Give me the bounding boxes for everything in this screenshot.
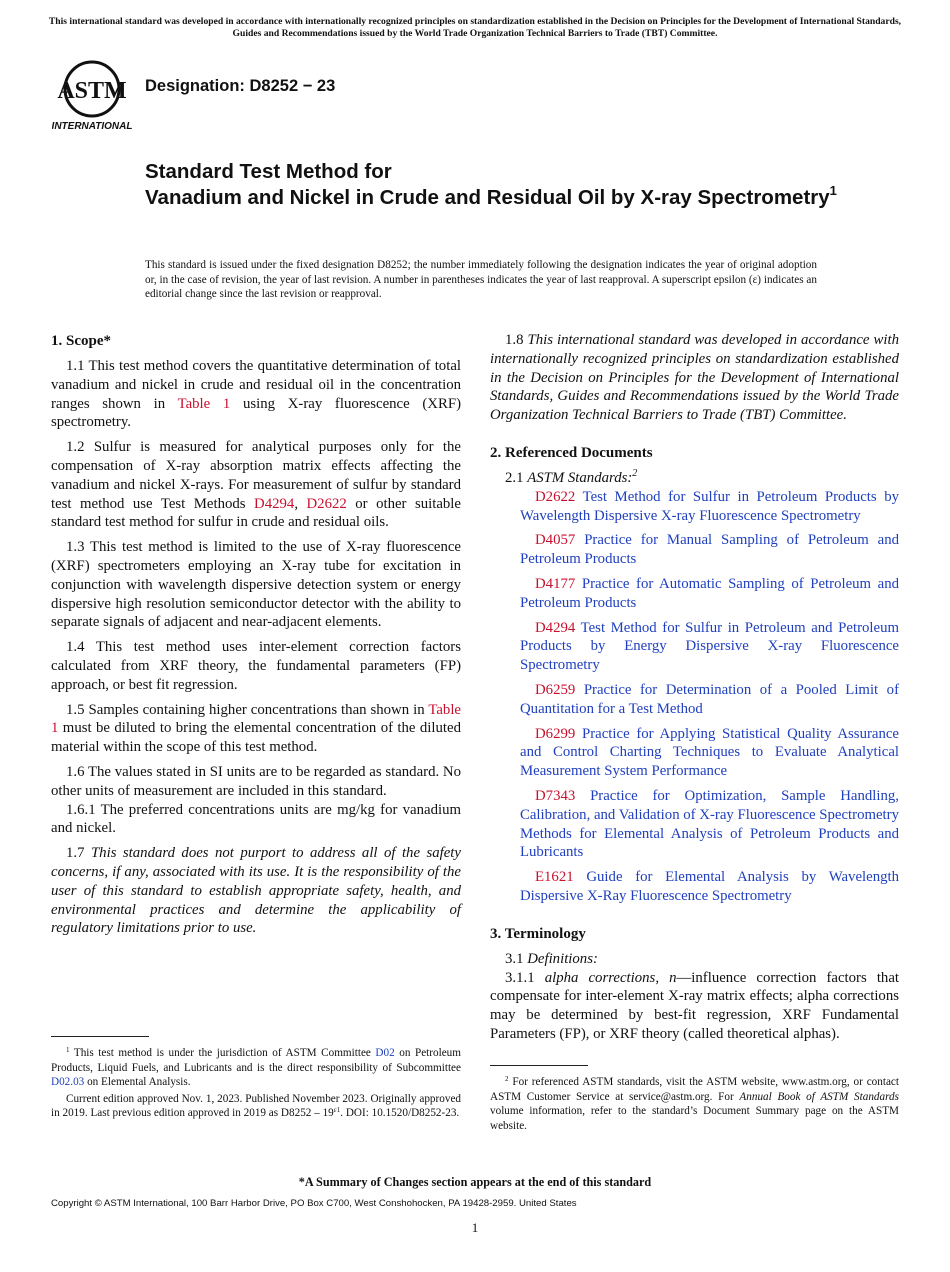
right-column (490, 331, 899, 1050)
para-1-2-sep: , (294, 495, 307, 512)
para-1-8-text: This international standard was developed in accordance with internationally recognized principles on standardization established in the Decision on Principles for the Development of International Standards, Guides and Recommendations issued by the World Trade Organization Technical Barriers to Trade (TBT) Committee. (490, 332, 899, 424)
fn1-text-2: on Petroleum Products, Liquid Fuels, and Lubricants and is the direct responsibility of Subcommittee (51, 1047, 461, 1074)
designation: Designation: D8252 − 23 (145, 77, 336, 95)
para-1-6: 1.6 The values stated in SI units are to be regarded as standard. No other units of measurement are included in this standard. (51, 763, 461, 799)
footnote-1-para-1 (51, 1046, 461, 1090)
footnote-2 (490, 1075, 899, 1135)
para-1-4: 1.4 This test method uses inter-element correction factors calculated from XRF theory, the fundamental parameters (FP) approach, or best fit regression. (51, 639, 461, 693)
sub-2-1-label: ASTM Standards: (527, 469, 633, 486)
referenced-heading: 2. Referenced Documents (490, 444, 653, 461)
reference-code-link[interactable]: D2622 (535, 488, 576, 505)
table-1-link-2[interactable]: Table 1 (51, 701, 461, 737)
reference-code-link[interactable]: D4057 (535, 532, 576, 549)
reference-item (490, 531, 899, 569)
astm-standards-subheading (490, 469, 899, 488)
reference-title-link[interactable]: Practice for Applying Statistical Quality Assurance and Control Charting Techniques to Evaluate Analytical Measurement System Performance (520, 725, 899, 780)
definitions-subheading (490, 950, 899, 969)
para-1-1 (51, 357, 461, 432)
reference-code-link[interactable]: D6299 (535, 725, 576, 742)
para-1-7-num: 1.7 (66, 845, 91, 862)
terminology-heading: 3. Terminology (490, 925, 586, 942)
title-line-1: Standard Test Method for (145, 160, 392, 183)
def-text: —influence correction factors that compensate for inter-element X-ray matrix effects; alpha corrections may be determined by best-fit regression, XRF Fundamental Parameters (FP), or XRF theory (called theoretical alphas). (490, 969, 900, 1042)
sub-2-1-mark: 2 (632, 467, 638, 479)
fn1-mark: 1 (66, 1046, 70, 1054)
sub-3-1-label: Definitions: (527, 950, 598, 967)
para-1-1-text: 1.1 This test method covers the quantitative determination of total vanadium and nickel in crude and residual oil in the concentration ranges shown in (51, 358, 461, 412)
reference-code-link[interactable]: D6259 (535, 681, 576, 698)
para-1-5-text-end: must be diluted to bring the elemental concentration of the diluted material within the scope of this test method. (51, 720, 461, 756)
reference-title-link[interactable]: Test Method for Sulfur in Petroleum Products by Wavelength Dispersive X-ray Fluorescence Spectrometry (520, 488, 899, 524)
scope-heading: 1. Scope* (51, 333, 111, 349)
reference-title-link[interactable]: Test Method for Sulfur in Petroleum and Petroleum Products by Energy Dispersive X-ray Fluorescence Spectrometry (520, 619, 899, 674)
reference-code-link[interactable]: D7343 (535, 787, 576, 804)
para-1-2-text-end: or other suitable standard test method for sulfur in crude and residual oils. (51, 495, 461, 531)
d02-link[interactable]: D02 (375, 1047, 395, 1059)
reference-item (490, 725, 899, 781)
d4294-link[interactable]: D4294 (254, 495, 295, 512)
def-num: 3.1.1 (505, 969, 545, 986)
fn2-text: For referenced ASTM standards, visit the ASTM website, www.astm.org, or contact ASTM Customer Service at service@astm.org. For (490, 1076, 899, 1103)
intro-paragraph: This standard is issued under the fixed designation D8252; the number immediately following the designation indicates the year of original adoption or, in the case of revision, the year of last revision. A number in parentheses indicates the year of last reapproval. A superscript epsilon (ε) indicates an editorial change since the last revision or reapproval. (145, 259, 817, 300)
reference-item (490, 488, 899, 526)
para-1-8-num: 1.8 (505, 332, 528, 348)
title-line-2 (145, 185, 865, 211)
fn1-p2-text-end: . DOI: 10.1520/D8252-23. (340, 1107, 460, 1120)
title-main: Vanadium and Nickel in Crude and Residual Oil by X-ray Spectrometry (145, 186, 830, 209)
para-1-2-text: 1.2 Sulfur is measured for analytical purposes only for the compensation of X-ray absorption matrix effects affecting the vanadium and nickel X-rays. For measurement of sulfur by standard test method use Test Methods (51, 439, 461, 512)
reference-item (490, 681, 899, 719)
d02-03-link[interactable]: D02.03 (51, 1076, 85, 1089)
para-1-5-text: 1.5 Samples containing higher concentrations than shown in (66, 701, 429, 718)
fn1-text: This test method is under the jurisdiction of ASTM Committee (73, 1047, 376, 1059)
copyright: Copyright © ASTM International, 100 Barr Harbor Drive, PO Box C700, West Conshohocken, PA 19428-2959. United States (51, 1198, 577, 1209)
fn2-text-end: volume information, refer to the standard’s Document Summary page on the ASTM website. (490, 1105, 899, 1132)
logo-text: INTERNATIONAL (52, 121, 133, 132)
tbt-notice: This international standard was developed in accordance with internationally recognized principles on standardization established in the Decision on Principles for the Development of International Standards, Guides and Recommendations issued by the World Trade Organization Technical Barriers to Trade (TBT) Committee. (48, 16, 902, 39)
footnote-rule-left (51, 1036, 149, 1037)
fn1-p2-text: Current edition approved Nov. 1, 2023. Published November 2023. Originally approved in 2019. Last previous edition approved in 2019 as D8252 – 19 (51, 1092, 461, 1120)
footnote-1 (51, 1046, 461, 1123)
title-footnote-mark: 1 (829, 183, 837, 198)
reference-code-link[interactable]: D4177 (535, 575, 576, 592)
para-1-1-text-end: using X-ray fluorescence (XRF) spectrometry. (51, 395, 461, 431)
reference-item (490, 575, 899, 613)
para-1-7-text: This standard does not purport to address all of the safety concerns, if any, associated with its use. It is the responsibility of the user of this standard to establish appropriate safety, health, and environmental practices and determine the applicability of regulatory limitations prior to use. (51, 845, 461, 937)
reference-title-link[interactable]: Practice for Manual Sampling of Petroleum and Petroleum Products (520, 532, 899, 568)
summary-of-changes-note: *A Summary of Changes section appears at the end of this standard (298, 1175, 652, 1189)
reference-item (490, 868, 899, 906)
sub-3-1-num: 3.1 (505, 950, 528, 967)
para-1-2 (51, 438, 461, 532)
para-1-6-1: 1.6.1 The preferred concentrations units are mg/kg for vanadium and nickel. (51, 801, 461, 837)
logo-letters: ASTM (57, 78, 127, 104)
reference-list (490, 488, 899, 906)
footnote-2-para (490, 1075, 899, 1133)
reference-title-link[interactable]: Guide for Elemental Analysis by Wavelength Dispersive X-Ray Fluorescence Spectrometry (520, 869, 899, 904)
para-1-7 (51, 844, 461, 938)
reference-code-link[interactable]: E1621 (535, 869, 574, 886)
fn1-p2-sup: ε1 (333, 1106, 341, 1115)
footnote-1-para-2 (51, 1092, 461, 1121)
astm-logo (52, 58, 136, 132)
fn2-mark: 2 (505, 1075, 509, 1083)
reference-title-link[interactable]: Practice for Optimization, Sample Handling, Calibration, and Validation of X-ray Fluorescence Spectrometry Methods for Elemental Analysis of Petroleum Products and Lubricants (520, 787, 899, 861)
def-term: alpha corrections, n (544, 969, 677, 986)
para-1-5 (51, 701, 461, 757)
para-1-8 (490, 331, 899, 425)
reference-item (490, 619, 899, 675)
reference-title-link[interactable]: Practice for Automatic Sampling of Petroleum and Petroleum Products (520, 575, 899, 611)
footnote-rule-right (490, 1065, 588, 1066)
reference-title-link[interactable]: Practice for Determination of a Pooled Limit of Quantitation for a Test Method (520, 681, 900, 717)
fn2-italic: Annual Book of ASTM Standards (739, 1090, 899, 1103)
d2622-link[interactable]: D2622 (306, 495, 347, 512)
definition-alpha-corrections (490, 969, 899, 1044)
reference-item (490, 787, 899, 862)
document-title (145, 159, 865, 211)
left-column (51, 331, 461, 944)
sub-2-1-num: 2.1 (505, 469, 528, 486)
fn1-text-3: on Elemental Analysis. (84, 1076, 191, 1089)
page-number: 1 (471, 1220, 479, 1235)
para-1-3: 1.3 This test method is limited to the use of X-ray fluorescence (XRF) spectrometers employing an X-ray tube for excitation in conjunction with wavelength dispersive detection system or energy dispersive high resolution semiconductor detector with the ability to separate signals of adjacent and near-adjacent elements. (51, 539, 461, 631)
reference-code-link[interactable]: D4294 (535, 619, 576, 636)
table-1-link[interactable]: Table 1 (177, 395, 231, 412)
